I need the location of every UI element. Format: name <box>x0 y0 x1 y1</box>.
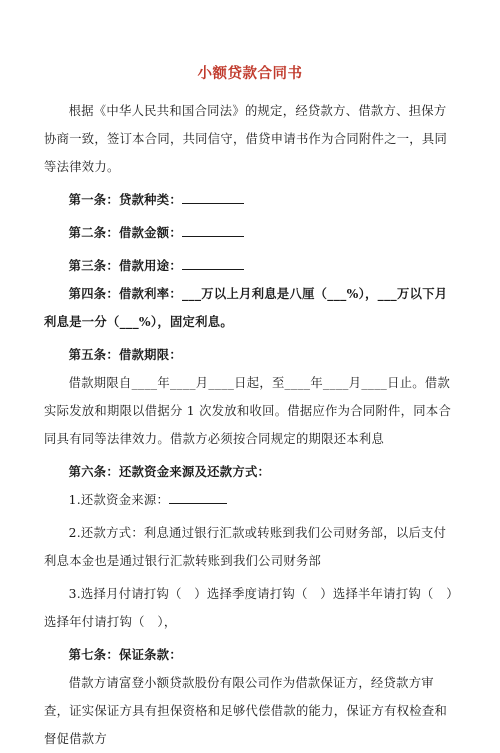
article-6-item-1-blank <box>169 491 227 504</box>
document-title: 小额贷款合同书 <box>197 65 303 82</box>
article-2-blank <box>182 224 244 237</box>
article-3 <box>44 252 456 280</box>
article-7-label: 第七条：保证条款： <box>68 647 182 662</box>
article-7-body: 借款方请富登小额贷款股份有限公司作为借款保证方，经贷款方审查，证实保证方具有担保资格和足够代偿借款的能力，保证方有权检查和督促借款方 <box>44 676 448 746</box>
article-2-label: 第二条：借款金额： <box>68 225 182 240</box>
article-6-item-1 <box>44 486 456 514</box>
intro-paragraph: 根据《中华人民共和国合同法》的规定，经贷款方、借款方、担保方协商一致，签订本合同，共同信守，借贷申请书作为合同附件之一，具同等法律效力。 <box>44 104 448 174</box>
article-6-item-1-label: 1.还款资金来源： <box>68 493 170 507</box>
article-6-item-3: 3.选择月付请打钩（ ）选择季度请打钩（ ）选择半年请打钩（ ）选择年付请打钩（ ）， <box>44 587 453 629</box>
article-4: 第四条：借款利率：___万以上月利息是八厘（___%），___万以下月利息是一分（___%），固定利息。 <box>44 286 448 329</box>
article-3-blank <box>182 257 244 270</box>
article-1-label: 第一条：贷款种类： <box>68 192 182 207</box>
article-1-blank <box>182 191 244 204</box>
article-3-label: 第三条：借款用途： <box>68 258 182 273</box>
article-1 <box>44 186 456 214</box>
article-5-label: 第五条：借款期限： <box>68 347 182 362</box>
article-6-label: 第六条：还款资金来源及还款方式： <box>68 464 271 479</box>
article-2 <box>44 219 456 247</box>
article-6-item-2: 2.还款方式：利息通过银行汇款或转账到我们公司财务部，以后支付利息本金也是通过银行汇款转账到我们公司财务部 <box>44 526 447 568</box>
article-5-body: 借款期限自____年____月____日起，至____年____月____日止。借款实际发放和期限以借据分 1 次发放和收回。借据应作为合同附件，同本合同具有同等法律效力。借款方必须按合同规定的期限还本利息 <box>44 376 452 446</box>
